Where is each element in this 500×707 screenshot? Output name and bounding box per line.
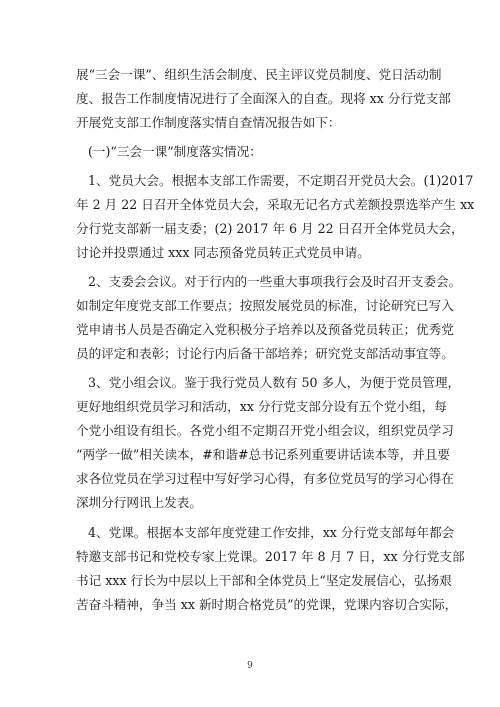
text-line: 深圳分行网讯上发表。 <box>76 495 202 510</box>
page-number: 9 <box>247 661 253 671</box>
text-line: 3、党小组会议。鉴于我行党员人数有 50 多人，为便于党员管理， <box>88 375 461 390</box>
text-line: 分行党支部新一届支委；(2) 2017 年 6 月 22 日召开全体党员大会， <box>76 221 464 236</box>
text-line: 求各位党员在学习过程中写好学习心得，有多位党员写的学习心得在 <box>76 471 454 486</box>
text-line: 个党小组设有组长。各党小组不定期召开党小组会议，组织党员学习 <box>76 423 454 438</box>
text-line: 党申请书人员是否确定入党积极分子培养以及预备党员转正；优秀党 <box>76 322 454 337</box>
section-heading: (一)“三会一课”制度落实情况： <box>88 144 262 159</box>
text-line: 2、支委会会议。对于行内的一些重大事项我行会及时召开支委会。 <box>88 274 462 289</box>
text-line: 如制定年度党支部工作要点；按照发展党员的标准，讨论研究已写入 <box>76 298 454 313</box>
text-line: 特邀支部书记和党校专家上党课。2017 年 8 月 7 日，xx 分行党支部 <box>76 549 465 564</box>
body-text <box>76 63 475 617</box>
text-line: 讨论并投票通过 xxx 同志预备党员转正式党员申请。 <box>76 245 370 260</box>
text-line: 度、报告工作制度情况进行了全面深入的自查。现将 xx 分行党支部 <box>76 91 451 106</box>
text-line: 员的评定和表彰；讨论行内后备干部培养；研究党支部活动事宜等。 <box>76 346 454 361</box>
text-line: 苦奋斗精神，争当 xx 新时期合格党员”的党课，党课内容切合实际， <box>76 597 458 612</box>
text-line: 4、党课。根据本支部年度党建工作安排，xx 分行党支部每年都会 <box>88 525 455 540</box>
text-line: 年 2 月 22 日召开全体党员大会，采取无记名方式差额投票选举产生 xx <box>76 197 475 212</box>
text-line: 书记 xxx 行长为中层以上干部和全体党员上“坚定发展信心，弘扬艰 <box>76 573 452 588</box>
text-line: “两学一做”相关读本，#和谐#总书记系列重要讲话读本等，并且要 <box>76 447 451 462</box>
text-line: 展“三会一课”、组织生活会制度、民主评议党员制度、党日活动制 <box>76 67 442 82</box>
text-line: 更好地组织党员学习和活动，xx 分行党支部分设有五个党小组，每 <box>76 399 447 414</box>
text-line: 1、党员大会。根据本支部工作需要，不定期召开党员大会。(1)2017 <box>88 173 474 188</box>
text-line: 开展党支部工作制度落实情自查情况报告如下： <box>76 115 341 130</box>
